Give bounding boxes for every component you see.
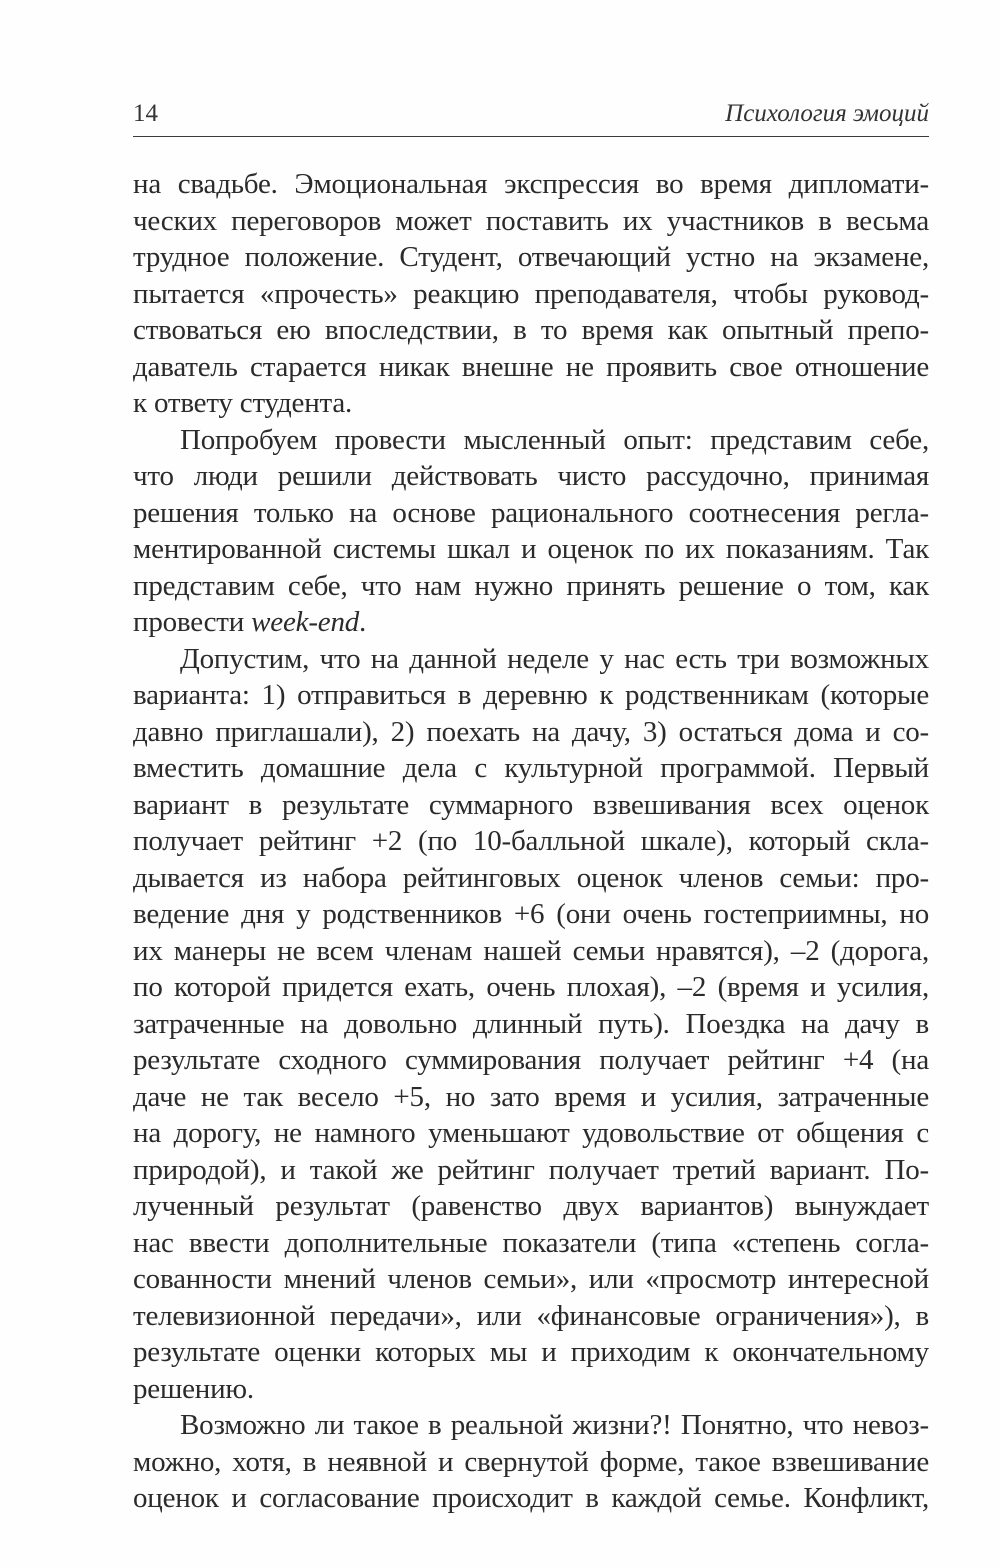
running-title: Психология эмоций bbox=[725, 100, 929, 127]
text-line: на свадьбе. Эмоциональная экспрессия во время дипломати- bbox=[133, 168, 929, 200]
text-line: получает рейтинг +2 (по 10-балльной шкале), который скла- bbox=[133, 825, 929, 857]
body-text bbox=[133, 166, 929, 1517]
text-line: природой), и такой же рейтинг получает третий вариант. По- bbox=[133, 1153, 929, 1186]
text-line: ведение дня у родственников +6 (они очень гостеприимны, но bbox=[133, 898, 929, 930]
text-line: представим себе, что нам нужно принять решение о том, как bbox=[133, 569, 929, 602]
page-number: 14 bbox=[133, 100, 158, 127]
text-line: оценок и согласование происходит в каждой семье. Конфликт, bbox=[133, 1482, 929, 1514]
text-fragment: . bbox=[359, 606, 367, 638]
paragraph-3 bbox=[133, 641, 929, 1408]
text-line: Возможно ли такое в реальной жизни?! Понятно, что невоз- bbox=[180, 1409, 929, 1441]
text-line: результате оценки которых мы и приходим к окончательному bbox=[133, 1336, 929, 1368]
text-line: их манеры не всем членам нашей семьи нравятся), –2 (дорога, bbox=[133, 934, 929, 967]
text-line: решению. bbox=[133, 1372, 254, 1405]
paragraph-4 bbox=[133, 1407, 929, 1517]
text-line: сованности мнений членов семьи», или «просмотр интересной bbox=[133, 1263, 929, 1295]
text-line: нас ввести дополнительные показатели (типа «степень согла- bbox=[133, 1226, 929, 1259]
text-line: что люди решили действовать чисто рассудочно, принимая bbox=[133, 460, 929, 492]
text-line: трудное положение. Студент, отвечающий устно на экзамене, bbox=[133, 241, 929, 273]
text-line: решения только на основе рационального соотнесения регла- bbox=[133, 496, 929, 529]
paragraph-1 bbox=[133, 166, 929, 422]
text-line: варианта: 1) отправиться в деревню к родственникам (которые bbox=[133, 679, 929, 711]
text-line: вариант в результате суммарного взвешивания всех оценок bbox=[133, 788, 929, 821]
text-line: ческих переговоров может поставить их участников в весьма bbox=[133, 204, 929, 237]
text-line: ствоваться ею впоследствии, в то время как опытный препо- bbox=[133, 314, 929, 346]
paragraph-2 bbox=[133, 422, 929, 641]
text-line: Допустим, что на данной неделе у нас есть три возможных bbox=[180, 642, 929, 675]
text-line: ментированной системы шкал и оценок по их показаниям. Так bbox=[133, 533, 929, 565]
text-line: результате сходного суммирования получает рейтинг +4 (на bbox=[133, 1044, 929, 1076]
text-line: затраченные на довольно длинный путь). Поездка на дачу в bbox=[133, 1007, 929, 1040]
text-line: лученный результат (равенство двух вариантов) вынуждает bbox=[133, 1190, 929, 1222]
text-line: давно приглашали), 2) поехать на дачу, 3) остаться дома и со- bbox=[133, 715, 929, 748]
text-line: по которой придется ехать, очень плохая), –2 (время и усилия, bbox=[133, 971, 929, 1003]
text-line: даче не так весело +5, но зато время и усилия, затраченные bbox=[133, 1080, 929, 1113]
text-line: вместить домашние дела с культурной программой. Первый bbox=[133, 752, 929, 784]
text-line: пытается «прочесть» реакцию преподавателя, чтобы руковод- bbox=[133, 277, 929, 310]
text-line: дывается из набора рейтинговых оценок членов семьи: про- bbox=[133, 861, 929, 894]
text-line: даватель старается никак внешне не проявить свое отношение bbox=[133, 350, 929, 383]
text-line: на дорогу, не намного уменьшают удовольствие от общения с bbox=[133, 1117, 929, 1149]
text-line: Попробуем провести мысленный опыт: представим себе, bbox=[180, 423, 929, 456]
text-line: к ответу студента. bbox=[133, 387, 353, 419]
text-line: телевизионной передачи», или «финансовые ограничения»), в bbox=[133, 1299, 929, 1332]
page-header bbox=[133, 96, 929, 137]
text-line bbox=[133, 604, 929, 641]
text-fragment: провести bbox=[133, 606, 252, 638]
text-line: можно, хотя, в неявной и свернутой форме, такое взвешивание bbox=[133, 1445, 929, 1478]
italic-term: week-end bbox=[251, 606, 360, 638]
